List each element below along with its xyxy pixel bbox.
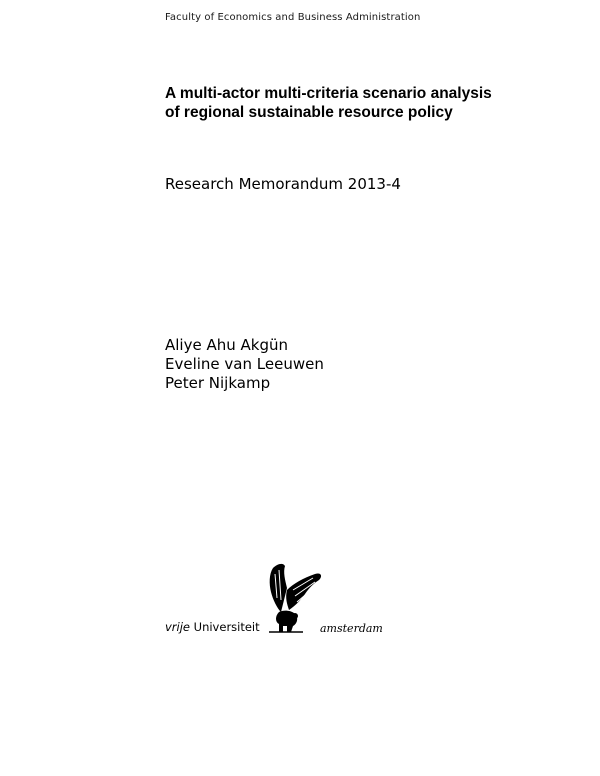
title-line-1: A multi-actor multi-criteria scenario analysis: [165, 85, 492, 102]
research-memorandum: Research Memorandum 2013-4: [165, 175, 401, 193]
author-2: Eveline van Leeuwen: [165, 355, 324, 373]
logo-word-universiteit: Universiteit: [193, 620, 260, 634]
faculty-name: Faculty of Economics and Business Administration: [165, 12, 421, 23]
author-1: Aliye Ahu Akgün: [165, 336, 288, 354]
griffin-emblem-icon: [263, 560, 325, 640]
logo-wordmark-left: [165, 620, 260, 634]
university-logo: [165, 560, 395, 646]
title-line-2: of regional sustainable resource policy: [165, 104, 453, 121]
author-3: Peter Nijkamp: [165, 374, 271, 392]
logo-word-vrije: vrije: [165, 620, 190, 634]
logo-word-amsterdam: amsterdam: [320, 622, 383, 635]
document-title: [165, 84, 585, 122]
author-list: [165, 336, 324, 393]
